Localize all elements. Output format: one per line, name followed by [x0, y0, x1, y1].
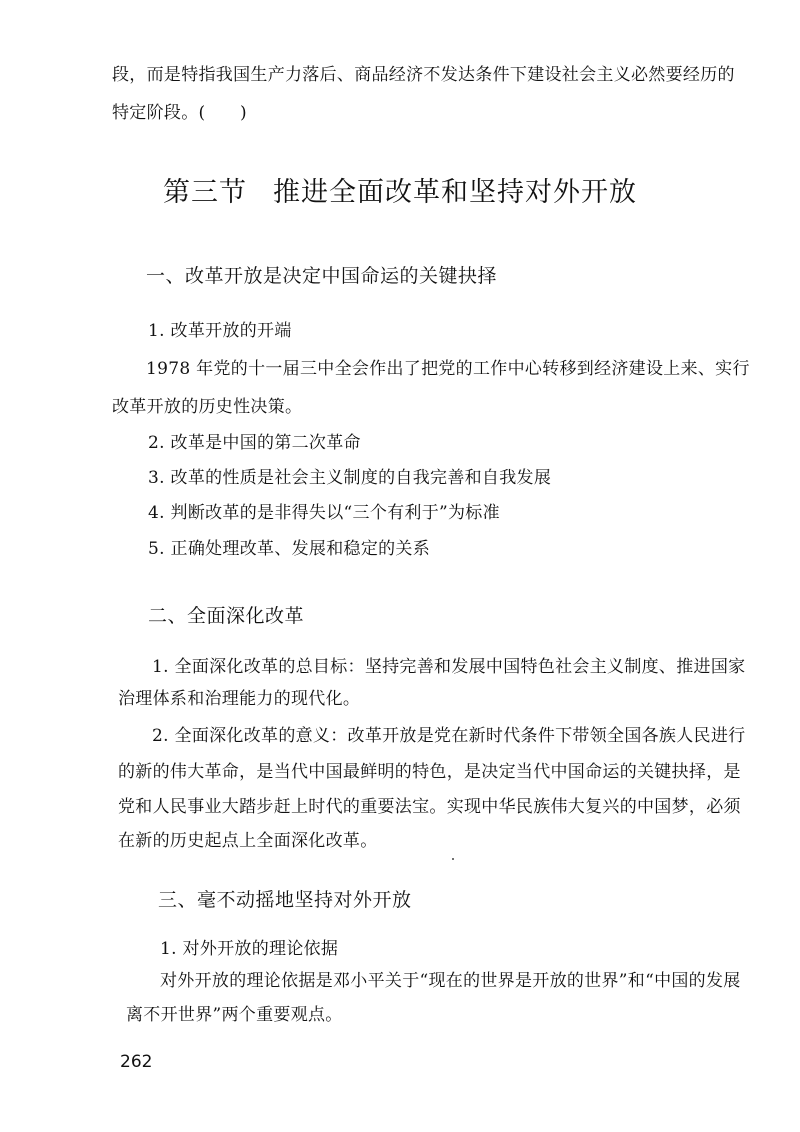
part3-paragraph-line-2: 离不开世界”两个重要观点。: [126, 1005, 343, 1025]
part1-item-5: 5. 正确处理改革、发展和稳定的关系: [148, 539, 431, 559]
part1-paragraph-line-2: 改革开放的历史性决策。: [112, 397, 303, 417]
part2-heading: 二、全面深化改革: [148, 605, 305, 627]
part2-paragraph-2-line-2: 的新的伟大革命，是当代中国最鲜明的特色，是决定当代中国命运的关键抉择，是: [118, 762, 741, 782]
part2-paragraph-1-line-2: 治理体系和治理能力的现代化。: [118, 689, 361, 709]
part1-item-3: 3. 改革的性质是社会主义制度的自我完善和自我发展: [148, 468, 552, 488]
scan-speck: [452, 858, 454, 860]
section-title: [0, 176, 800, 210]
part2-paragraph-2-line-3: 党和人民事业大踏步赶上时代的重要法宝。实现中华民族伟大复兴的中国梦，必须: [118, 797, 741, 817]
page-number: 262: [120, 1052, 153, 1072]
part3-paragraph-line-1: 对外开放的理论依据是邓小平关于“现在的世界是开放的世界”和“中国的发展: [160, 971, 741, 991]
intro-text-line-2: 特定阶段。( ): [112, 103, 247, 123]
part2-paragraph-2-line-4: 在新的历史起点上全面深化改革。: [118, 831, 378, 851]
part1-item-2: 2. 改革是中国的第二次革命: [148, 433, 361, 453]
part1-item-4: 4. 判断改革的是非得失以“三个有利于”为标准: [148, 503, 500, 523]
part3-heading: 三、毫不动摇地坚持对外开放: [158, 889, 412, 911]
section-heading: 推进全面改革和坚持对外开放: [273, 177, 637, 208]
part3-item-1: 1. 对外开放的理论依据: [160, 939, 339, 959]
part1-paragraph-line-1: 1978 年党的十一届三中全会作出了把党的工作中心转移到经济建设上来、实行: [146, 359, 750, 379]
part2-paragraph-1-line-1: 1. 全面深化改革的总目标：坚持完善和发展中国特色社会主义制度、推进国家: [152, 657, 746, 677]
section-number: 第三节: [163, 177, 247, 208]
part1-heading: 一、改革开放是决定中国命运的关键抉择: [146, 265, 498, 287]
intro-text-line-1: 段，而是特指我国生产力落后、商品经济不发达条件下建设社会主义必然要经历的: [112, 65, 735, 85]
part2-paragraph-2-line-1: 2. 全面深化改革的意义：改革开放是党在新时代条件下带领全国各族人民进行: [152, 726, 746, 746]
part1-item-1: 1. 改革开放的开端: [148, 321, 292, 341]
